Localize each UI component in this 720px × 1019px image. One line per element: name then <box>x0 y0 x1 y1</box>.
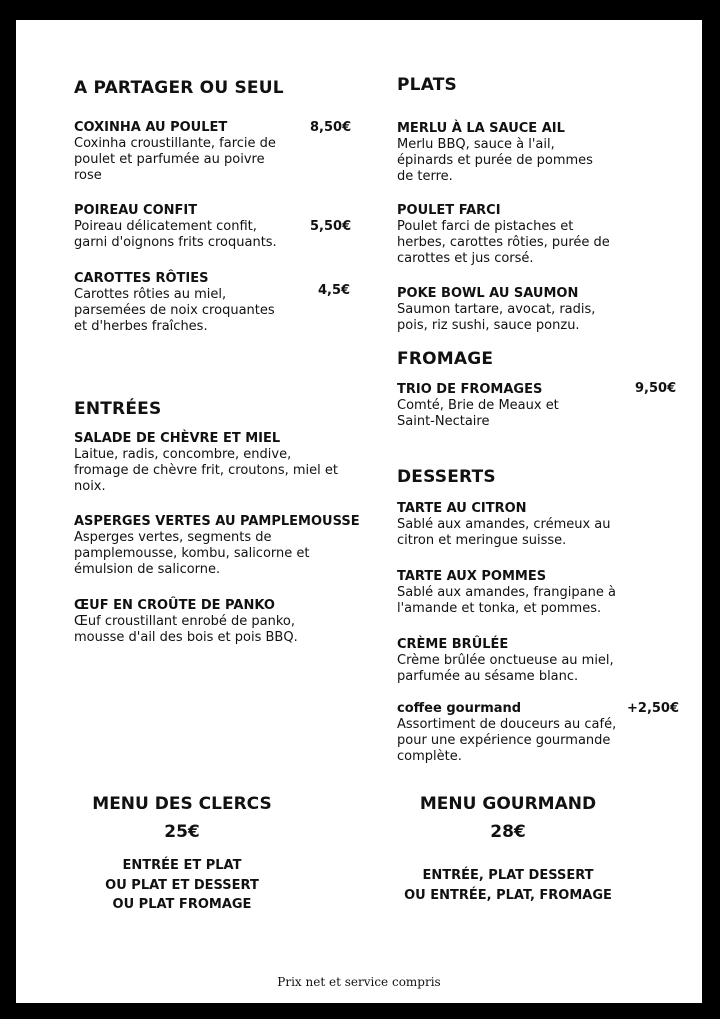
item-description: Assortiment de douceurs au café, pour une expérience gourmande complète. <box>397 717 617 764</box>
menu-title: MENU GOURMAND <box>419 794 597 814</box>
item-name: COXINHA AU POULET <box>74 120 228 135</box>
item-name: ŒUF EN CROÛTE DE PANKO <box>74 598 275 613</box>
item-price: +2,50€ <box>627 701 680 716</box>
item-name: POKE BOWL AU SAUMON <box>397 286 579 301</box>
section-title-desserts: DESSERTS <box>397 467 496 487</box>
item-description: Comté, Brie de Meaux et Saint-Nectaire <box>397 398 559 429</box>
menu-item <box>397 701 657 765</box>
menu-price: 28€ <box>490 822 526 842</box>
menu-item <box>397 637 657 685</box>
item-description: Poireau délicatement confit, garni d'oignons frits croquants. <box>74 219 277 250</box>
section-title-partager: A PARTAGER OU SEUL <box>74 78 284 98</box>
menu-title: MENU DES CLERCS <box>92 794 272 814</box>
menu-price: 25€ <box>164 822 200 842</box>
menu-item <box>74 120 334 184</box>
menu-item <box>397 501 657 549</box>
item-name: CAROTTES RÔTIES <box>74 271 209 286</box>
item-name: CRÈME BRÛLÉE <box>397 637 509 652</box>
item-name: POIREAU CONFIT <box>74 203 198 218</box>
menu-item <box>397 203 657 267</box>
menu-item <box>397 121 657 185</box>
menu-option: ENTRÉE ET PLAT <box>122 858 242 873</box>
item-description: Saumon tartare, avocat, radis, pois, riz sushi, sauce ponzu. <box>397 302 596 333</box>
item-price: 5,50€ <box>310 219 352 234</box>
menu-option: ENTRÉE, PLAT DESSERT <box>422 868 594 883</box>
item-description: Merlu BBQ, sauce à l'ail, épinards et purée de pommes de terre. <box>397 137 593 184</box>
item-description: Œuf croustillant enrobé de panko, mousse d'ail des bois et pois BBQ. <box>74 614 298 645</box>
item-name: MERLU À LA SAUCE AIL <box>397 121 565 136</box>
item-name: TARTE AUX POMMES <box>397 569 547 584</box>
menu-option: OU PLAT FROMAGE <box>112 897 252 912</box>
item-description: Carottes rôties au miel, parsemées de noix croquantes et d'herbes fraîches. <box>74 287 275 334</box>
footer-note: Prix net et service compris <box>277 975 441 989</box>
menu-gourmand <box>372 794 644 905</box>
menu-item <box>74 514 364 578</box>
section-title-entrees: ENTRÉES <box>74 399 162 419</box>
item-price: 4,5€ <box>318 283 351 298</box>
item-description: Asperges vertes, segments de pamplemousse, kombu, salicorne et émulsion de salicorne. <box>74 530 310 577</box>
item-name: POULET FARCI <box>397 203 501 218</box>
item-name: TRIO DE FROMAGES <box>397 382 543 397</box>
menu-item <box>397 569 657 617</box>
item-description: Crème brûlée onctueuse au miel, parfumée au sésame blanc. <box>397 653 614 684</box>
item-description: Laitue, radis, concombre, endive, fromage de chèvre frit, croutons, miel et noix. <box>74 447 338 494</box>
section-title-fromage: FROMAGE <box>397 349 494 369</box>
item-name: coffee gourmand <box>397 701 522 716</box>
item-description: Sablé aux amandes, frangipane à l'amande et tonka, et pommes. <box>397 585 616 616</box>
menu-item <box>74 598 364 646</box>
item-name: ASPERGES VERTES AU PAMPLEMOUSSE <box>74 514 360 529</box>
menu-item <box>397 382 627 430</box>
menu-item <box>74 203 334 251</box>
menu-option: OU ENTRÉE, PLAT, FROMAGE <box>404 887 612 903</box>
item-price: 8,50€ <box>310 120 352 135</box>
item-description: Poulet farci de pistaches et herbes, carottes rôties, purée de carottes et jus corsé. <box>397 219 610 266</box>
menu-option: OU PLAT ET DESSERT <box>105 877 259 893</box>
menu-item <box>397 286 657 334</box>
item-name: SALADE DE CHÈVRE ET MIEL <box>74 431 281 446</box>
item-name: TARTE AU CITRON <box>397 501 527 516</box>
menu-page <box>16 20 702 1003</box>
item-description: Coxinha croustillante, farcie de poulet et parfumée au poivre rose <box>74 136 276 183</box>
item-price: 9,50€ <box>635 381 677 396</box>
item-description: Sablé aux amandes, crémeux au citron et meringue suisse. <box>397 517 611 548</box>
menu-des-clercs <box>46 794 318 915</box>
menu-item <box>74 271 334 335</box>
section-title-plats: PLATS <box>397 75 457 95</box>
menu-item <box>74 431 364 495</box>
